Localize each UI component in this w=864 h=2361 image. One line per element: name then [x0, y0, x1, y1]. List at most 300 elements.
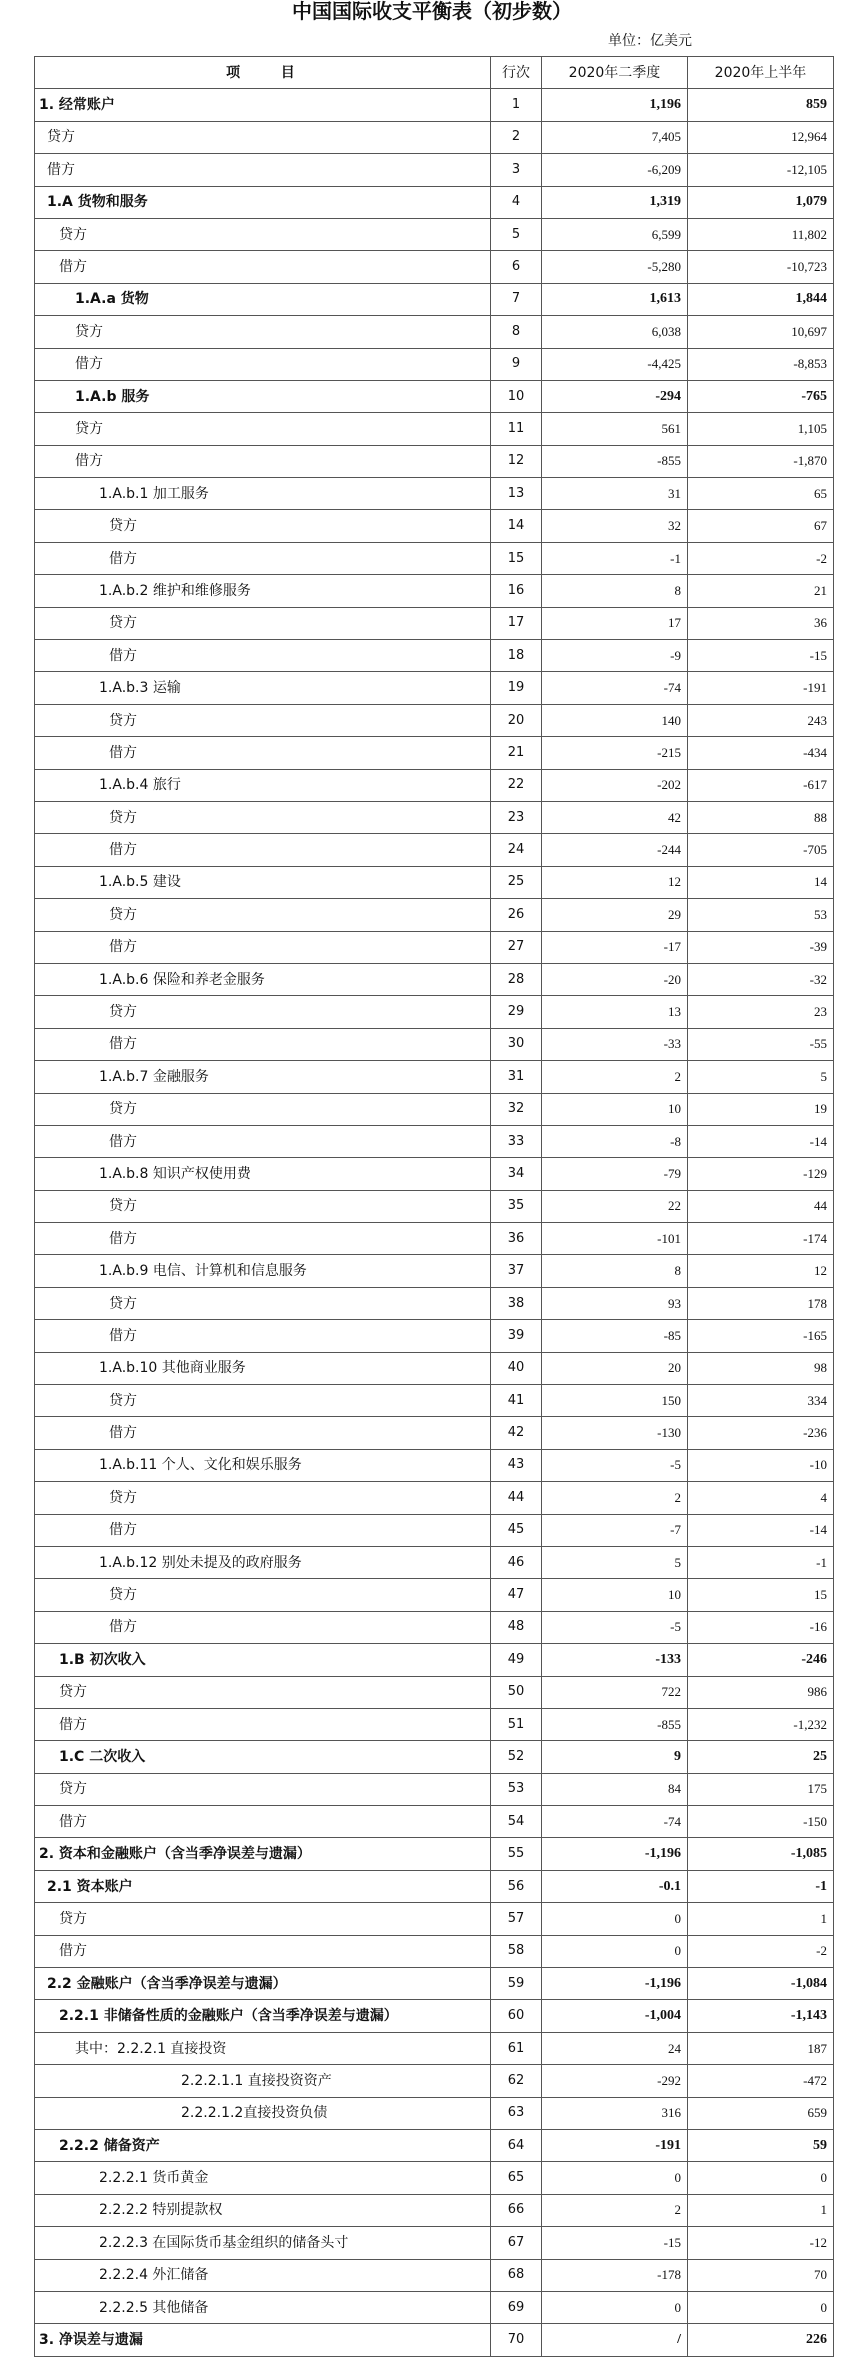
- row-line-number: 18: [491, 640, 542, 672]
- row-label: 1.A.b 服务: [35, 380, 491, 412]
- row-line-number: 27: [491, 931, 542, 963]
- row-q2-value: 84: [542, 1773, 688, 1805]
- row-h1-value: 12: [688, 1255, 834, 1287]
- row-label: 贷方: [35, 704, 491, 736]
- row-label: 2.2.2.1.1 直接投资资产: [35, 2065, 491, 2097]
- row-h1-value: -434: [688, 737, 834, 769]
- table-row: [35, 445, 834, 477]
- row-line-number: 24: [491, 834, 542, 866]
- row-q2-value: 8: [542, 1255, 688, 1287]
- row-line-number: 21: [491, 737, 542, 769]
- row-h1-value: -8,853: [688, 348, 834, 380]
- row-line-number: 69: [491, 2291, 542, 2323]
- row-label: 贷方: [35, 1773, 491, 1805]
- row-label: 2.2.2 储备资产: [35, 2130, 491, 2162]
- row-line-number: 10: [491, 380, 542, 412]
- row-line-number: 30: [491, 1028, 542, 1060]
- header-row: [35, 57, 834, 89]
- table-row: [35, 186, 834, 218]
- row-line-number: 52: [491, 1741, 542, 1773]
- unit-label: 单位：亿美元: [608, 33, 692, 49]
- document-title: 中国国际收支平衡表（初步数）: [292, 0, 572, 23]
- row-q2-value: -8: [542, 1125, 688, 1157]
- row-line-number: 7: [491, 283, 542, 315]
- row-h1-value: 175: [688, 1773, 834, 1805]
- header-q2: 2020年二季度: [542, 57, 688, 89]
- row-line-number: 25: [491, 866, 542, 898]
- row-q2-value: -215: [542, 737, 688, 769]
- row-h1-value: -1,143: [688, 2000, 834, 2032]
- row-q2-value: -1,004: [542, 2000, 688, 2032]
- row-h1-value: -16: [688, 1611, 834, 1643]
- row-h1-value: 98: [688, 1352, 834, 1384]
- row-h1-value: -2: [688, 1935, 834, 1967]
- row-line-number: 49: [491, 1644, 542, 1676]
- row-label: 贷方: [35, 1579, 491, 1611]
- row-label: 1. 经常账户: [35, 89, 491, 121]
- row-label: 借方: [35, 737, 491, 769]
- row-line-number: 59: [491, 1968, 542, 2000]
- row-label: 1.A.b.11 个人、文化和娱乐服务: [35, 1449, 491, 1481]
- row-label: 借方: [35, 1806, 491, 1838]
- header-line: 行次: [491, 57, 542, 89]
- row-line-number: 3: [491, 154, 542, 186]
- row-q2-value: -6,209: [542, 154, 688, 186]
- row-label: 借方: [35, 154, 491, 186]
- row-q2-value: -5,280: [542, 251, 688, 283]
- row-h1-value: -12: [688, 2227, 834, 2259]
- row-label: 2.2.1 非储备性质的金融账户（含当季净误差与遗漏）: [35, 2000, 491, 2032]
- table-row: [35, 89, 834, 121]
- row-line-number: 38: [491, 1287, 542, 1319]
- row-q2-value: -133: [542, 1644, 688, 1676]
- row-line-number: 22: [491, 769, 542, 801]
- table-row: [35, 1514, 834, 1546]
- table-row: [35, 1223, 834, 1255]
- row-q2-value: -244: [542, 834, 688, 866]
- row-label: 1.A.b.4 旅行: [35, 769, 491, 801]
- row-label: 贷方: [35, 1903, 491, 1935]
- row-line-number: 43: [491, 1449, 542, 1481]
- row-h1-value: -1: [688, 1870, 834, 1902]
- row-h1-value: -39: [688, 931, 834, 963]
- row-line-number: 19: [491, 672, 542, 704]
- row-label: 借方: [35, 1125, 491, 1157]
- table-row: [35, 2032, 834, 2064]
- row-label: 借方: [35, 640, 491, 672]
- row-line-number: 32: [491, 1093, 542, 1125]
- row-q2-value: -191: [542, 2130, 688, 2162]
- table-row: [35, 1806, 834, 1838]
- row-label: 贷方: [35, 1093, 491, 1125]
- row-q2-value: 24: [542, 2032, 688, 2064]
- table-row: [35, 1708, 834, 1740]
- row-label: 借方: [35, 348, 491, 380]
- row-label: 2.2.2.2 特别提款权: [35, 2194, 491, 2226]
- row-h1-value: -472: [688, 2065, 834, 2097]
- row-q2-value: 2: [542, 1061, 688, 1093]
- row-label: 2.2.2.1.2直接投资负债: [35, 2097, 491, 2129]
- row-line-number: 5: [491, 218, 542, 250]
- table-row: [35, 2130, 834, 2162]
- row-line-number: 31: [491, 1061, 542, 1093]
- row-label: 贷方: [35, 801, 491, 833]
- row-q2-value: -1,196: [542, 1838, 688, 1870]
- row-label: 借方: [35, 1708, 491, 1740]
- row-q2-value: 1,196: [542, 89, 688, 121]
- row-label: 1.B 初次收入: [35, 1644, 491, 1676]
- table-row: [35, 1320, 834, 1352]
- row-h1-value: 25: [688, 1741, 834, 1773]
- row-line-number: 51: [491, 1708, 542, 1740]
- row-label: 贷方: [35, 1676, 491, 1708]
- table-row: [35, 607, 834, 639]
- row-h1-value: -1,870: [688, 445, 834, 477]
- row-h1-value: 12,964: [688, 121, 834, 153]
- row-h1-value: -236: [688, 1417, 834, 1449]
- row-h1-value: 1,844: [688, 283, 834, 315]
- table-row: [35, 1935, 834, 1967]
- table-row: [35, 380, 834, 412]
- row-q2-value: -202: [542, 769, 688, 801]
- row-q2-value: 5: [542, 1546, 688, 1578]
- row-q2-value: -33: [542, 1028, 688, 1060]
- table-row: [35, 2162, 834, 2194]
- row-h1-value: -617: [688, 769, 834, 801]
- table-row: [35, 2259, 834, 2291]
- row-label: 借方: [35, 1223, 491, 1255]
- table-row: [35, 1093, 834, 1125]
- row-label: 2.2.2.1 货币黄金: [35, 2162, 491, 2194]
- row-h1-value: 21: [688, 575, 834, 607]
- row-line-number: 17: [491, 607, 542, 639]
- row-h1-value: 1,105: [688, 413, 834, 445]
- row-line-number: 36: [491, 1223, 542, 1255]
- row-h1-value: -129: [688, 1158, 834, 1190]
- row-label: 2.2.2.4 外汇储备: [35, 2259, 491, 2291]
- table-row: [35, 1417, 834, 1449]
- row-label: 2.2.2.3 在国际货币基金组织的储备头寸: [35, 2227, 491, 2259]
- row-h1-value: -14: [688, 1125, 834, 1157]
- table-row: [35, 899, 834, 931]
- table-row: [35, 1903, 834, 1935]
- row-label: 贷方: [35, 510, 491, 542]
- row-q2-value: -178: [542, 2259, 688, 2291]
- row-q2-value: 13: [542, 996, 688, 1028]
- row-line-number: 1: [491, 89, 542, 121]
- row-label: 借方: [35, 1611, 491, 1643]
- row-line-number: 70: [491, 2324, 542, 2356]
- row-h1-value: 0: [688, 2291, 834, 2323]
- row-h1-value: -174: [688, 1223, 834, 1255]
- table-row: [35, 2065, 834, 2097]
- row-label: 借方: [35, 1935, 491, 1967]
- table-row: [35, 1125, 834, 1157]
- row-q2-value: 140: [542, 704, 688, 736]
- row-line-number: 65: [491, 2162, 542, 2194]
- row-q2-value: 29: [542, 899, 688, 931]
- row-line-number: 64: [491, 2130, 542, 2162]
- row-h1-value: 59: [688, 2130, 834, 2162]
- row-h1-value: -1: [688, 1546, 834, 1578]
- row-line-number: 15: [491, 542, 542, 574]
- table-row: [35, 769, 834, 801]
- row-line-number: 68: [491, 2259, 542, 2291]
- row-line-number: 2: [491, 121, 542, 153]
- row-label: 3. 净误差与遗漏: [35, 2324, 491, 2356]
- row-q2-value: -85: [542, 1320, 688, 1352]
- table-row: [35, 834, 834, 866]
- row-q2-value: 9: [542, 1741, 688, 1773]
- row-h1-value: -14: [688, 1514, 834, 1546]
- table-row: [35, 121, 834, 153]
- row-line-number: 53: [491, 1773, 542, 1805]
- row-h1-value: -246: [688, 1644, 834, 1676]
- row-q2-value: 561: [542, 413, 688, 445]
- row-line-number: 54: [491, 1806, 542, 1838]
- table-row: [35, 1870, 834, 1902]
- row-label: 贷方: [35, 899, 491, 931]
- row-q2-value: 42: [542, 801, 688, 833]
- row-h1-value: -15: [688, 640, 834, 672]
- row-h1-value: 19: [688, 1093, 834, 1125]
- row-label: 贷方: [35, 1482, 491, 1514]
- row-q2-value: -9: [542, 640, 688, 672]
- row-q2-value: -74: [542, 1806, 688, 1838]
- row-label: 2.2.2.5 其他储备: [35, 2291, 491, 2323]
- table-row: [35, 1190, 834, 1222]
- row-line-number: 46: [491, 1546, 542, 1578]
- row-h1-value: -10,723: [688, 251, 834, 283]
- table-row: [35, 510, 834, 542]
- table-row: [35, 1028, 834, 1060]
- row-q2-value: 22: [542, 1190, 688, 1222]
- row-q2-value: -5: [542, 1611, 688, 1643]
- row-label: 贷方: [35, 1385, 491, 1417]
- row-q2-value: -79: [542, 1158, 688, 1190]
- row-h1-value: 986: [688, 1676, 834, 1708]
- table-row: [35, 1676, 834, 1708]
- row-q2-value: -101: [542, 1223, 688, 1255]
- row-h1-value: 10,697: [688, 316, 834, 348]
- row-label: 贷方: [35, 1287, 491, 1319]
- row-h1-value: 67: [688, 510, 834, 542]
- row-q2-value: -292: [542, 2065, 688, 2097]
- row-q2-value: -4,425: [542, 348, 688, 380]
- table-row: [35, 1838, 834, 1870]
- row-h1-value: 178: [688, 1287, 834, 1319]
- row-line-number: 62: [491, 2065, 542, 2097]
- row-q2-value: -1,196: [542, 1968, 688, 2000]
- table-row: [35, 1352, 834, 1384]
- row-line-number: 11: [491, 413, 542, 445]
- table-row: [35, 283, 834, 315]
- row-label: 2.2 金融账户（含当季净误差与遗漏）: [35, 1968, 491, 2000]
- row-h1-value: 88: [688, 801, 834, 833]
- row-h1-value: -1,085: [688, 1838, 834, 1870]
- row-h1-value: 4: [688, 1482, 834, 1514]
- row-q2-value: 10: [542, 1579, 688, 1611]
- row-q2-value: -0.1: [542, 1870, 688, 1902]
- row-h1-value: 0: [688, 2162, 834, 2194]
- row-q2-value: -74: [542, 672, 688, 704]
- header-item: 项 目: [35, 57, 491, 89]
- table-row: [35, 866, 834, 898]
- row-h1-value: 23: [688, 996, 834, 1028]
- row-q2-value: -15: [542, 2227, 688, 2259]
- table-row: [35, 1579, 834, 1611]
- row-label: 1.A.b.3 运输: [35, 672, 491, 704]
- table-row: [35, 542, 834, 574]
- row-h1-value: -705: [688, 834, 834, 866]
- row-label: 2. 资本和金融账户（含当季净误差与遗漏）: [35, 1838, 491, 1870]
- row-line-number: 45: [491, 1514, 542, 1546]
- row-h1-value: 1: [688, 2194, 834, 2226]
- row-line-number: 67: [491, 2227, 542, 2259]
- row-label: 借方: [35, 1028, 491, 1060]
- row-q2-value: 20: [542, 1352, 688, 1384]
- row-line-number: 41: [491, 1385, 542, 1417]
- row-q2-value: 17: [542, 607, 688, 639]
- table-row: [35, 1611, 834, 1643]
- row-q2-value: 722: [542, 1676, 688, 1708]
- row-label: 贷方: [35, 218, 491, 250]
- row-h1-value: -150: [688, 1806, 834, 1838]
- row-line-number: 44: [491, 1482, 542, 1514]
- table-row: [35, 2324, 834, 2356]
- row-label: 借方: [35, 1514, 491, 1546]
- row-q2-value: 0: [542, 2291, 688, 2323]
- row-q2-value: 93: [542, 1287, 688, 1319]
- table-row: [35, 1158, 834, 1190]
- row-line-number: 40: [491, 1352, 542, 1384]
- row-q2-value: 32: [542, 510, 688, 542]
- table-row: [35, 1741, 834, 1773]
- row-label: 其中：2.2.2.1 直接投资: [35, 2032, 491, 2064]
- row-h1-value: 659: [688, 2097, 834, 2129]
- row-h1-value: 53: [688, 899, 834, 931]
- table-row: [35, 2097, 834, 2129]
- table-row: [35, 704, 834, 736]
- row-h1-value: -55: [688, 1028, 834, 1060]
- row-label: 1.A.b.2 维护和维修服务: [35, 575, 491, 607]
- row-line-number: 33: [491, 1125, 542, 1157]
- row-q2-value: -855: [542, 1708, 688, 1740]
- row-h1-value: -32: [688, 963, 834, 995]
- table-row: [35, 1287, 834, 1319]
- row-line-number: 48: [491, 1611, 542, 1643]
- row-q2-value: 0: [542, 1903, 688, 1935]
- row-line-number: 28: [491, 963, 542, 995]
- row-q2-value: 12: [542, 866, 688, 898]
- row-label: 借方: [35, 445, 491, 477]
- table-row: [35, 218, 834, 250]
- row-q2-value: 7,405: [542, 121, 688, 153]
- table-row: [35, 2194, 834, 2226]
- row-label: 贷方: [35, 996, 491, 1028]
- row-label: 贷方: [35, 1190, 491, 1222]
- row-q2-value: -1: [542, 542, 688, 574]
- row-q2-value: -20: [542, 963, 688, 995]
- row-line-number: 26: [491, 899, 542, 931]
- row-q2-value: 31: [542, 478, 688, 510]
- row-h1-value: 14: [688, 866, 834, 898]
- row-line-number: 12: [491, 445, 542, 477]
- row-q2-value: -5: [542, 1449, 688, 1481]
- table-row: [35, 672, 834, 704]
- table-row: [35, 2227, 834, 2259]
- row-label: 1.A.b.6 保险和养老金服务: [35, 963, 491, 995]
- row-line-number: 66: [491, 2194, 542, 2226]
- row-line-number: 9: [491, 348, 542, 380]
- table-row: [35, 2291, 834, 2323]
- row-h1-value: 44: [688, 1190, 834, 1222]
- row-q2-value: -855: [542, 445, 688, 477]
- row-h1-value: 11,802: [688, 218, 834, 250]
- row-q2-value: 6,599: [542, 218, 688, 250]
- table-row: [35, 1644, 834, 1676]
- row-label: 1.A.a 货物: [35, 283, 491, 315]
- row-label: 1.C 二次收入: [35, 1741, 491, 1773]
- row-h1-value: -10: [688, 1449, 834, 1481]
- row-q2-value: 6,038: [542, 316, 688, 348]
- row-line-number: 34: [491, 1158, 542, 1190]
- row-h1-value: -2: [688, 542, 834, 574]
- table-row: [35, 2000, 834, 2032]
- row-label: 借方: [35, 251, 491, 283]
- row-line-number: 13: [491, 478, 542, 510]
- row-h1-value: -1,084: [688, 1968, 834, 2000]
- row-line-number: 56: [491, 1870, 542, 1902]
- table-row: [35, 575, 834, 607]
- table-row: [35, 316, 834, 348]
- row-h1-value: -12,105: [688, 154, 834, 186]
- row-label: 贷方: [35, 413, 491, 445]
- row-line-number: 55: [491, 1838, 542, 1870]
- row-q2-value: /: [542, 2324, 688, 2356]
- row-q2-value: -17: [542, 931, 688, 963]
- row-label: 1.A.b.9 电信、计算机和信息服务: [35, 1255, 491, 1287]
- row-label: 1.A.b.10 其他商业服务: [35, 1352, 491, 1384]
- row-line-number: 8: [491, 316, 542, 348]
- row-label: 1.A.b.5 建设: [35, 866, 491, 898]
- row-q2-value: -130: [542, 1417, 688, 1449]
- table-row: [35, 737, 834, 769]
- balance-of-payments-table: [34, 56, 834, 2357]
- row-h1-value: 15: [688, 1579, 834, 1611]
- row-h1-value: 187: [688, 2032, 834, 2064]
- row-h1-value: 5: [688, 1061, 834, 1093]
- row-q2-value: -294: [542, 380, 688, 412]
- row-label: 1.A.b.7 金融服务: [35, 1061, 491, 1093]
- table-row: [35, 1255, 834, 1287]
- table-row: [35, 1449, 834, 1481]
- table-row: [35, 801, 834, 833]
- row-line-number: 57: [491, 1903, 542, 1935]
- row-label: 贷方: [35, 121, 491, 153]
- table-row: [35, 996, 834, 1028]
- row-label: 贷方: [35, 607, 491, 639]
- row-h1-value: 65: [688, 478, 834, 510]
- row-h1-value: -191: [688, 672, 834, 704]
- row-h1-value: 36: [688, 607, 834, 639]
- row-q2-value: 0: [542, 2162, 688, 2194]
- row-q2-value: 150: [542, 1385, 688, 1417]
- row-q2-value: 2: [542, 1482, 688, 1514]
- row-line-number: 39: [491, 1320, 542, 1352]
- row-q2-value: 10: [542, 1093, 688, 1125]
- row-line-number: 58: [491, 1935, 542, 1967]
